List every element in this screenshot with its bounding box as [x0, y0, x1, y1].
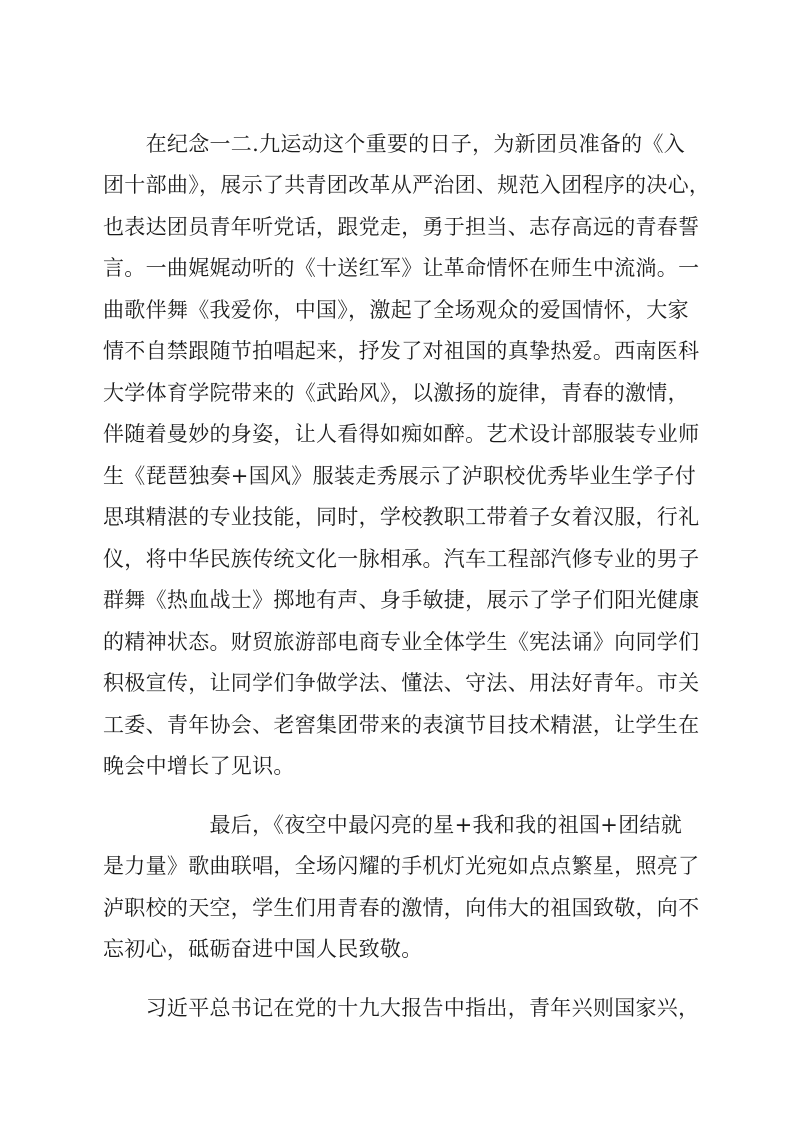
text-line: 是力量》歌曲联唱，全场闪耀的手机灯光宛如点点繁星，照亮了: [103, 854, 700, 878]
text-line: 群舞《热血战士》掷地有声、身手敏捷，展示了学子们阳光健康: [103, 588, 700, 612]
text-line: 伴随着曼妙的身姿，让人看得如痴如醉。艺术设计部服装专业师: [103, 422, 700, 446]
text-line: 生《琵琶独奏+国风》服装走秀展示了泸职校优秀毕业生学子付: [103, 464, 696, 488]
text-line: 思琪精湛的专业技能，同时，学校教职工带着子女着汉服，行礼: [103, 505, 700, 529]
text-line: 积极宣传，让同学们争做学法、懂法、守法、用法好青年。市关: [103, 671, 700, 695]
text-line: 工委、青年协会、老窖集团带来的表演节目技术精湛，让学生在: [103, 713, 700, 737]
text-line: 忘初心，砥砺奋进中国人民致敬。: [103, 937, 423, 961]
text-line: 的精神状态。财贸旅游部电商专业全体学生《宪法诵》向同学们: [103, 630, 700, 654]
text-line: 泸职校的天空，学生们用青春的激情，向伟大的祖国致敬，向不: [103, 896, 700, 920]
text-line: 也表达团员青年听党话，跟党走，勇于担当、志存高远的青春誓: [103, 215, 700, 239]
text-line: 曲歌伴舞《我爱你，中国》，激起了全场观众的爱国情怀，大家: [103, 298, 689, 322]
text-line: 团十部曲》，展示了共青团改革从严治团、规范入团程序的决心，: [103, 173, 711, 197]
text-line: 在纪念一二.九运动这个重要的日子，为新团员准备的《入: [103, 132, 686, 156]
text-line: 最后，《夜空中最闪亮的星+我和我的祖国+团结就: [103, 813, 683, 837]
text-line: 仪，将中华民族传统文化一脉相承。汽车工程部汽修专业的男子: [103, 547, 700, 571]
text-line: 习近平总书记在党的十九大报告中指出，青年兴则国家兴，: [103, 996, 700, 1020]
text-line: 言。一曲娓娓动听的《十送红军》让革命情怀在师生中流淌。一: [103, 256, 700, 280]
text-line: 晚会中增长了见识。: [103, 754, 295, 778]
text-line: 情不自禁跟随节拍唱起来，抒发了对祖国的真挚热爱。西南医科: [103, 339, 700, 363]
text-line: 大学体育学院带来的《武跆风》，以激扬的旋律，青春的激情，: [103, 381, 689, 405]
